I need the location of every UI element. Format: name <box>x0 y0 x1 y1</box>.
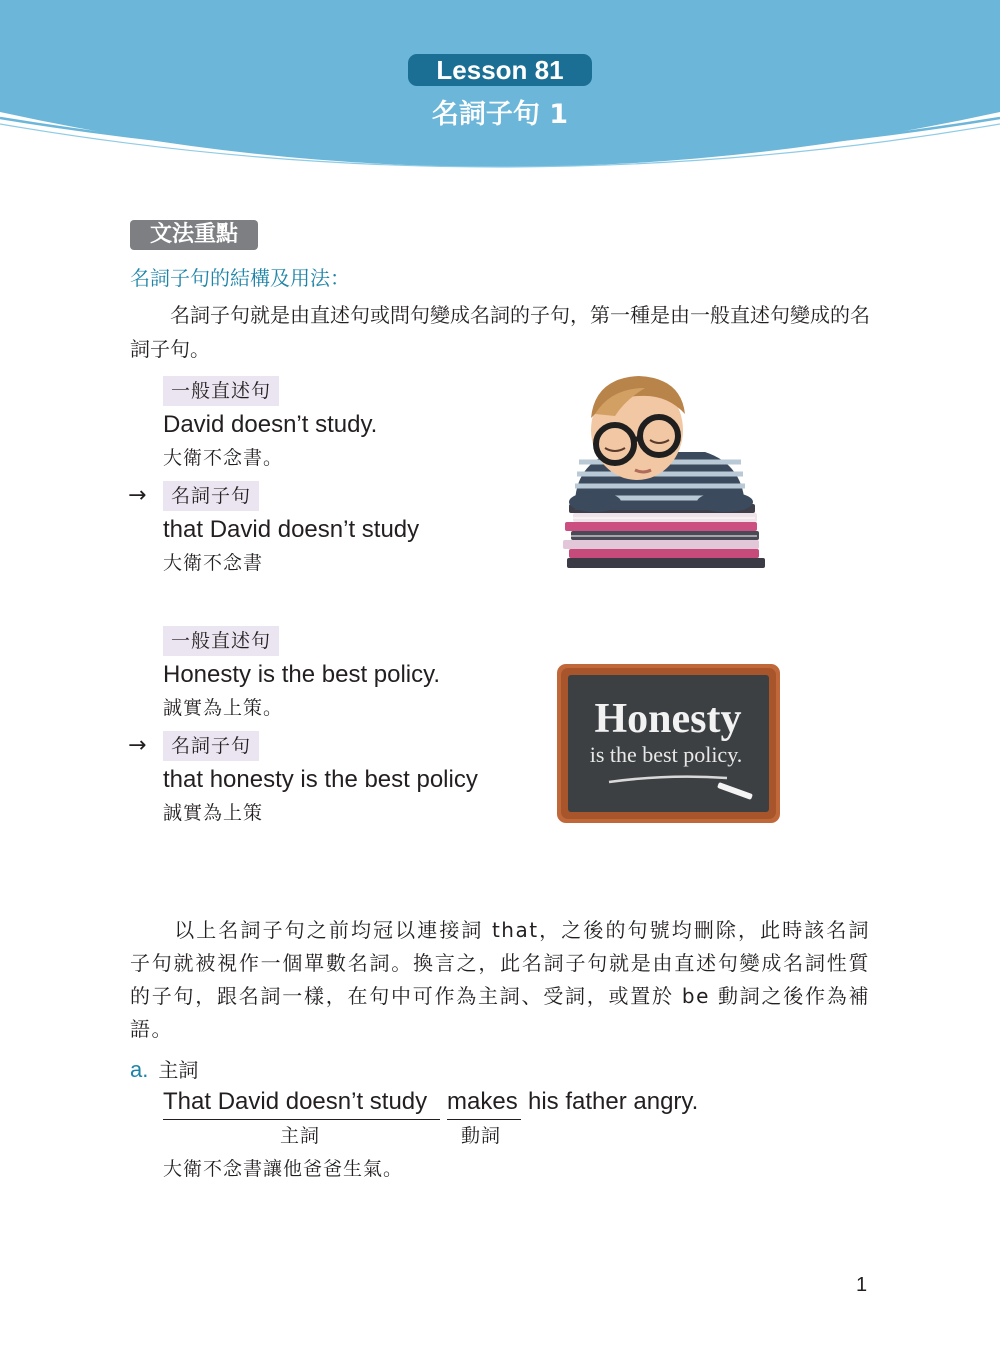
example-role: 主詞 <box>158 1058 199 1082</box>
noun-clause-english: that David doesn’t study <box>163 516 420 543</box>
noun-clause-chinese: 大衛不念書 <box>163 552 264 574</box>
statement-chinese: 大衛不念書。 <box>163 447 284 469</box>
section-heading: 名詞子句的結構及用法： <box>130 266 350 290</box>
example-subject-part: That David doesn’t study <box>163 1088 428 1115</box>
statement-tag: 一般直述句 <box>163 626 279 656</box>
noun-clause-tag: 名詞子句 <box>163 731 259 761</box>
subject-label: 主詞 <box>280 1125 321 1147</box>
arrow-icon: → <box>128 483 147 508</box>
chalkboard-title: Honesty <box>594 696 742 742</box>
page-number: 1 <box>856 1274 868 1296</box>
sleeping-boy-on-books-image <box>555 370 775 575</box>
statement-english: David doesn’t study. <box>163 411 378 438</box>
arrow-icon: → <box>128 733 147 758</box>
verb-label: 動詞 <box>461 1125 502 1147</box>
verb-underline <box>447 1119 521 1120</box>
statement-tag: 一般直述句 <box>163 376 279 406</box>
example-letter: a. <box>130 1057 149 1082</box>
statement-chinese: 誠實為上策。 <box>163 697 284 719</box>
subject-underline <box>163 1119 440 1120</box>
chalkboard-subtitle: is the best policy. <box>589 742 743 767</box>
honesty-chalkboard-image <box>557 664 780 823</box>
example-rest-part: his father angry. <box>528 1088 699 1115</box>
noun-clause-chinese: 誠實為上策 <box>163 802 264 824</box>
intro-paragraph: 名詞子句就是由直述句或問句變成名詞的子句，第一種是由一般直述句變成的名詞子句。 <box>130 303 870 361</box>
lesson-title: 名詞子句 1 <box>431 99 569 130</box>
grammar-points-badge: 文法重點 <box>130 220 258 250</box>
example-translation: 大衛不念書讓他爸爸生氣。 <box>163 1158 404 1180</box>
usage-example-label <box>130 1055 198 1085</box>
lesson-number-badge: Lesson 81 <box>408 54 592 86</box>
example-verb-part: makes <box>447 1088 518 1115</box>
explanation-paragraph: 以上名詞子句之前均冠以連接詞 that，之後的句號均刪除，此時該名詞子句就被視作一個單數名詞。換言之，此名詞子句就是由直述句變成名詞性質的子句，跟名詞一樣，在句中可作為主詞、受詞，或置於 be 動詞之後作為補語。 <box>130 918 870 1041</box>
statement-english: Honesty is the best policy. <box>163 661 441 688</box>
noun-clause-english: that honesty is the best policy <box>163 766 478 793</box>
noun-clause-tag: 名詞子句 <box>163 481 259 511</box>
